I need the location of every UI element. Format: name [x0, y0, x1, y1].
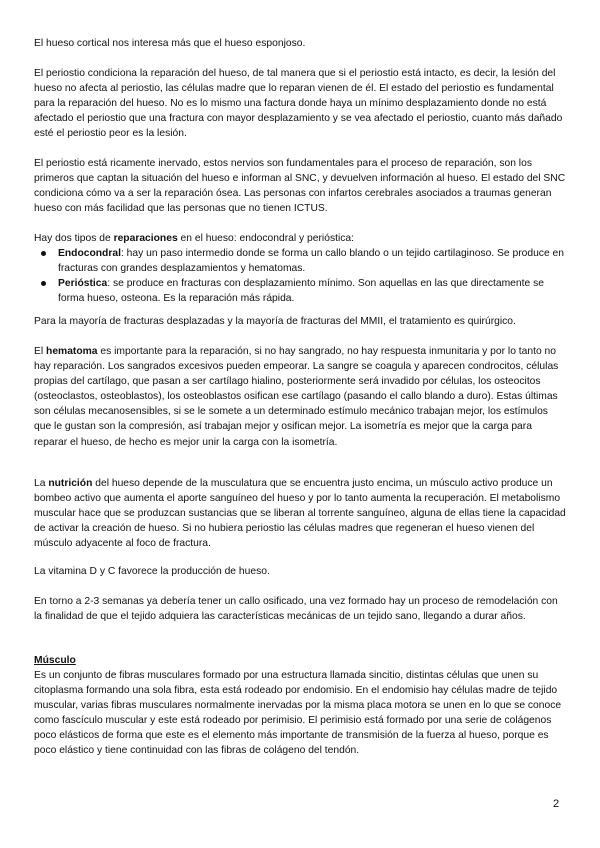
paragraph-remodelacion: En torno a 2-3 semanas ya debería tener un callo osificado, una vez formado hay un proceso de remodelación con la finalidad de que el tejido adquiera las características mecánicas de un tejido sano, llegando a durar años. [34, 596, 558, 623]
page-number: 2 [553, 798, 560, 810]
paragraph-fracturas: Para la mayoría de fracturas desplazadas y la mayoría de fracturas del MMII, el tratamiento es quirúrgico. [34, 316, 516, 327]
bullet-text: : hay un paso intermedio donde se forma un callo blando o un tejido cartilaginoso. Se produce en fracturas con grandes desplazamientos y hematomas. [58, 248, 564, 275]
term-endocondral: Endocondral [58, 248, 121, 259]
term-hematoma: hematoma [46, 346, 98, 357]
paragraph-vitamina: La vitamina D y C favorece la producción de hueso. [34, 566, 270, 577]
term-nutricion: nutrición [48, 478, 93, 489]
paragraph-reparaciones [34, 231, 566, 246]
list-item-endocondral [58, 246, 566, 276]
bullet-icon [41, 281, 46, 286]
paragraph-hematoma [34, 344, 566, 450]
section-heading-musculo: Músculo [34, 655, 76, 666]
text-post: es importante para la reparación, si no hay sangrado, no hay respuesta inmunitaria y por lo tanto no hay reparación. Los sangrados excesivos pueden empeorar. La sangre se coagula y aparecen condrocitos, células propias del cartílago, que pasan a ser cartílago hialino, posteriormente será invadido por células, los osteocitos (osteoclastos, osteoblastos), los osteoblastos osifican ese cartílago (pasando el callo blando a duro). Estas últimas son células mecanosensibles, si se le somete a un determinado estímulo mecánico trabajan mejor, los estímulos que le gustan son la compresión, así trabajan mejor y osifican mejor. La isometría es mejor que la carga para reparar el hueso, de hecho es mejor unir la carga con la isometría. [34, 346, 559, 448]
term-periostica: Perióstica [58, 278, 108, 289]
list-item-periostica [58, 276, 566, 306]
text-pre: El [34, 346, 47, 357]
text-post: del hueso depende de la musculatura que se encuentra justo encima, un músculo activo produce un bombeo activo que aumenta el aporte sanguíneo del hueso y por lo tanto aumenta la recuperación. El metabolismo muscular hace que se produzcan sustancias que se liberan al torrente sanguíneo, alguna de ellas tiene la capacidad de activar la creación de hueso. Si no hubiera periostio las células madres que regeneran el hueso vienen del músculo adyacente al foco de fractura. [34, 478, 566, 550]
term-reparaciones: reparaciones [113, 233, 178, 244]
text-pre: La [34, 478, 49, 489]
paragraph-inervacion: El periostio está ricamente inervado, estos nervios son fundamentales para el proceso de reparación, son los primeros que captan la situación del hueso e informan al SNC, y devuelven información al hueso. El estado del SNC condiciona cómo va a ser la reparación ósea. Las personas con infartos cerebrales asociados a traumas generan hueso con más facilidad que las personas que no tienen ICTUS. [34, 158, 566, 215]
paragraph-musculo: Es un conjunto de fibras musculares formado por una estructura llamada sincitio, distintas células que unen su citoplasma formando una sola fibra, esta está rodeado por endomisio. En el endomisio hay células madre de tejido muscular, varias fibras musculares normalmente inervadas por la misma placa motora se unen en lo que se conoce como fascículo muscular y este está rodeado por perimisio. El perimisio está formado por una serie de colágenos poco elásticos de forma que este es el elemento más importante de transmisión de la fuerza al hueso, porque es poco elástico y tiene continuidad con las fibras de colágeno del tendón. [34, 670, 562, 757]
paragraph-periostio: El periostio condiciona la reparación del hueso, de tal manera que si el periostio está intacto, es decir, la lesión del hueso no afecta al periostio, las células madre que lo reparan vienen de él. El estado del periostio es fundamental para la reparación del hueso. No es lo mismo una factura donde haya un mínimo desplazamiento donde no está afectado el periostio que una fractura con mayor desplazamiento y se vea afectado el periostio, cuanto más dañado esté el periostio peor es la lesión. [34, 68, 563, 140]
bullet-icon [41, 251, 46, 256]
paragraph-cortical: El hueso cortical nos interesa más que el hueso esponjoso. [34, 38, 306, 49]
paragraph-nutricion [34, 476, 566, 551]
text-pre: Hay dos tipos de [34, 233, 114, 244]
text-post: en el hueso: endocondral y perióstica: [177, 233, 354, 244]
bullet-text: : se produce en fracturas con desplazamiento mínimo. Son aquellas en las que directamente se forma hueso, osteona. Es la reparación más rápida. [58, 278, 544, 305]
